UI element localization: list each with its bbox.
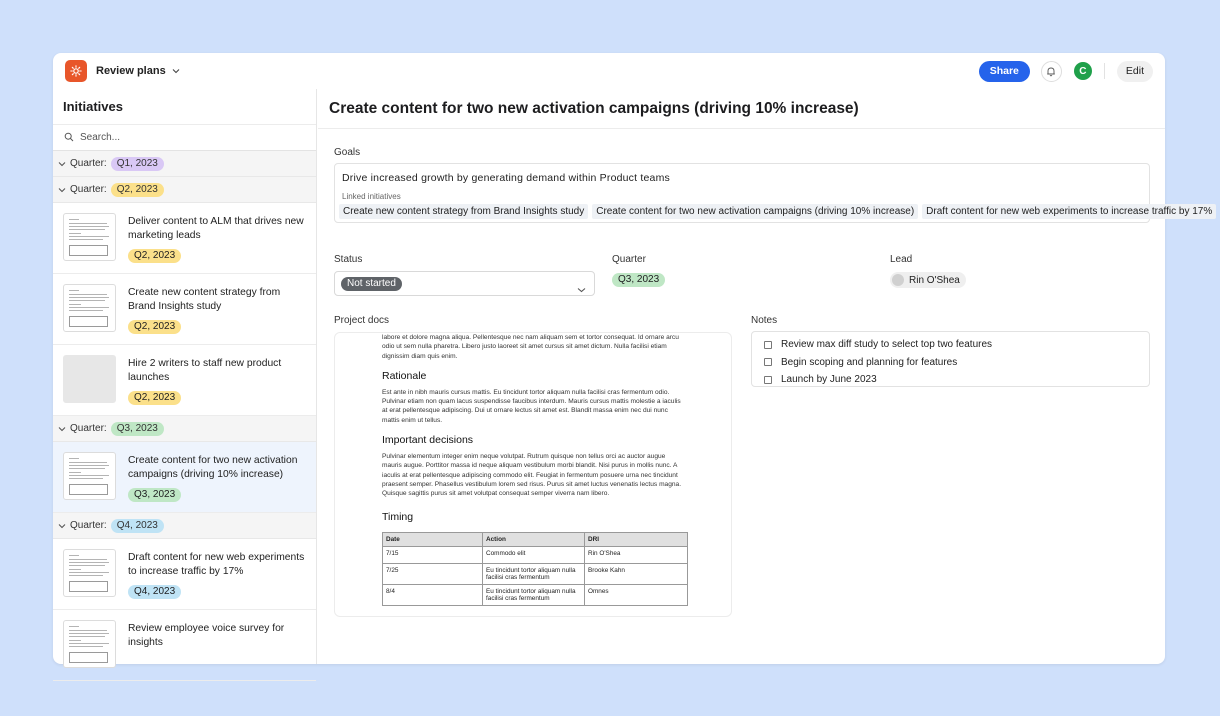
- status-badge: Not started: [341, 277, 402, 291]
- note-text: Begin scoping and planning for features: [781, 356, 958, 368]
- edit-button[interactable]: Edit: [1117, 61, 1153, 82]
- group-label: Quarter:: [70, 423, 107, 434]
- table-cell: 7/15: [383, 546, 483, 563]
- avatar: [892, 274, 904, 286]
- checkbox[interactable]: [764, 358, 772, 366]
- linked-initiatives-label: Linked initiatives: [342, 192, 401, 201]
- note-item[interactable]: [752, 354, 1149, 372]
- item-title: Create content for two new activation campaigns (driving 10% increase): [128, 455, 298, 480]
- item-title: Draft content for new web experiments to increase traffic by 17%: [128, 552, 305, 577]
- doc-thumbnail: [63, 213, 116, 261]
- top-bar: [53, 53, 1165, 89]
- notes-label: Notes: [751, 315, 778, 326]
- group-header-q1[interactable]: [53, 151, 316, 177]
- item-title: Deliver content to ALM that drives new marketing leads: [128, 216, 304, 241]
- quarter-badge: Q1, 2023: [111, 157, 164, 171]
- share-button[interactable]: Share: [979, 61, 1030, 82]
- chevron-down-icon[interactable]: [57, 161, 67, 167]
- chevron-down-icon[interactable]: [577, 280, 586, 298]
- notes-list: [751, 331, 1150, 387]
- app-title[interactable]: Review plans: [96, 65, 166, 77]
- divider: [1104, 63, 1105, 79]
- user-avatar[interactable]: C: [1074, 62, 1092, 80]
- table-header: Action: [483, 532, 585, 546]
- quarter-label: Quarter: [612, 254, 646, 265]
- item-title: Review employee voice survey for insights: [128, 623, 285, 648]
- group-header-q4[interactable]: [53, 513, 316, 539]
- doc-heading: Rationale: [382, 369, 427, 382]
- quarter-badge: Q2, 2023: [128, 391, 181, 405]
- note-item[interactable]: [752, 371, 1149, 389]
- status-label: Status: [334, 254, 363, 265]
- app-logo-icon[interactable]: [65, 60, 87, 82]
- table-header: Date: [383, 532, 483, 546]
- quarter-badge: Q2, 2023: [111, 183, 164, 197]
- quarter-badge: Q2, 2023: [128, 249, 181, 263]
- group-header-q3[interactable]: [53, 416, 316, 442]
- initiative-item[interactable]: [53, 539, 316, 610]
- group-header-q2[interactable]: [53, 177, 316, 203]
- doc-thumbnail: [63, 620, 116, 668]
- top-bar-actions: [979, 61, 1153, 82]
- doc-content: [382, 333, 682, 606]
- note-text: Launch by June 2023: [781, 374, 877, 386]
- sidebar: [53, 89, 317, 664]
- initiative-item[interactable]: [53, 203, 316, 274]
- initiative-item[interactable]: [53, 345, 316, 416]
- initiative-item-selected[interactable]: [53, 442, 316, 513]
- page-title: Create content for two new activation campaigns (driving 10% increase): [318, 89, 1165, 129]
- chevron-down-icon[interactable]: [57, 523, 67, 529]
- item-title: Create new content strategy from Brand Insights study: [128, 287, 281, 312]
- goals-box: [334, 163, 1213, 223]
- table-row: [383, 546, 688, 563]
- doc-paragraph: Pulvinar elementum integer enim neque volutpat. Rutrum quisque non tellus orci ac auctor augue mauris augue. Porttitor massa id neque aliquam vestibulum morbi blandit. Nisi purus in mollis nunc. A iaculis at erat pellentesque adipiscing commodo elit. Feugiat in fermentum posuere urna nec tincidunt praesent semper. Phasellus vestibulum lorem sed risus. Purus sit amet luctus venenatis lectus magna. Quisque sagittis purus sit amet volutpat consequat semper viverra nam libero.: [382, 453, 682, 498]
- timing-table: [382, 532, 688, 606]
- quarter-badge: Q4, 2023: [128, 585, 181, 599]
- detail-panel: [318, 89, 1213, 664]
- project-docs-label: Project docs: [334, 315, 390, 326]
- table-row: [383, 584, 688, 605]
- table-cell: Rin O'Shea: [585, 546, 688, 563]
- sidebar-title: Initiatives: [53, 89, 316, 125]
- group-label: Quarter:: [70, 158, 107, 169]
- doc-thumbnail: [63, 452, 116, 500]
- quarter-badge[interactable]: Q3, 2023: [612, 273, 665, 287]
- status-select[interactable]: [334, 271, 595, 296]
- table-cell: Brooke Kahn: [585, 563, 688, 584]
- group-label: Quarter:: [70, 520, 107, 531]
- table-row: [383, 563, 688, 584]
- note-text: Review max diff study to select top two features: [781, 339, 993, 351]
- quarter-badge: Q4, 2023: [111, 519, 164, 533]
- table-cell: Omnes: [585, 584, 688, 605]
- table-header: DRI: [585, 532, 688, 546]
- chevron-down-icon[interactable]: [57, 187, 67, 193]
- chevron-down-icon[interactable]: [172, 68, 180, 74]
- linked-initiative-chip[interactable]: Create content for two new activation campaigns (driving 10% increase): [592, 204, 918, 219]
- project-doc-preview[interactable]: [334, 332, 732, 617]
- note-item[interactable]: [752, 336, 1149, 354]
- checkbox[interactable]: [764, 376, 772, 384]
- linked-initiative-chip[interactable]: Create new content strategy from Brand Insights study: [339, 204, 588, 219]
- search-bar[interactable]: [53, 125, 316, 151]
- search-icon: [64, 129, 74, 147]
- checkbox[interactable]: [764, 341, 772, 349]
- bell-icon[interactable]: [1041, 61, 1062, 82]
- table-cell: Eu tincidunt tortor aliquam nulla facilisi cras fermentum: [483, 584, 585, 605]
- app-window: [53, 53, 1213, 664]
- table-cell: 7/25: [383, 563, 483, 584]
- initiative-item[interactable]: [53, 274, 316, 345]
- quarter-badge: Q2, 2023: [128, 320, 181, 334]
- doc-heading: Important decisions: [382, 434, 474, 447]
- doc-heading: Timing: [382, 510, 414, 523]
- group-label: Quarter:: [70, 184, 107, 195]
- table-cell: Eu tincidunt tortor aliquam nulla facilisi cras fermentum: [483, 563, 585, 584]
- table-cell: 8/4: [383, 584, 483, 605]
- lead-chip[interactable]: [890, 272, 966, 288]
- search-input[interactable]: [80, 132, 280, 143]
- quarter-badge: Q3, 2023: [111, 422, 164, 436]
- doc-thumbnail: [63, 284, 116, 332]
- quarter-badge: Q3, 2023: [128, 488, 181, 502]
- doc-paragraph: Est ante in nibh mauris cursus mattis. Eu tincidunt tortor aliquam nulla facilisi cras fermentum odio. Pulvinar etiam non quam lacus suspendisse faucibus interdum. Mauris cursus mattis molestie a iaculis at erat pellentesque adipiscing. Dui ut ornare lectus sit amet est. Blandit massa enim nec dui nunc mattis enim ut tellus.: [382, 388, 681, 424]
- doc-thumbnail: [63, 549, 116, 597]
- item-title: Hire 2 writers to staff new product launches: [128, 358, 282, 383]
- initiative-item[interactable]: [53, 610, 316, 681]
- goals-label: Goals: [334, 147, 361, 158]
- linked-initiative-chip[interactable]: Draft content for new web experiments to increase traffic by 17%: [922, 204, 1216, 219]
- chevron-down-icon[interactable]: [57, 426, 67, 432]
- empty-thumbnail: [63, 355, 116, 403]
- goal-text: Drive increased growth by generating demand within Product teams: [342, 172, 670, 184]
- linked-initiatives: [339, 204, 1220, 219]
- table-cell: Commodo elit: [483, 546, 585, 563]
- lead-label: Lead: [890, 254, 913, 265]
- lead-name: Rin O'Shea: [909, 274, 960, 286]
- doc-paragraph: labore et dolore magna aliqua. Pellentesque nec nam aliquam sem et tortor consequat. Id ornare arcu odio ut sem nulla pharetra. Libero justo laoreet sit amet cursus sit amet dictum. Nulla facilisi etiam dignissim diam quis enim.: [382, 334, 679, 360]
